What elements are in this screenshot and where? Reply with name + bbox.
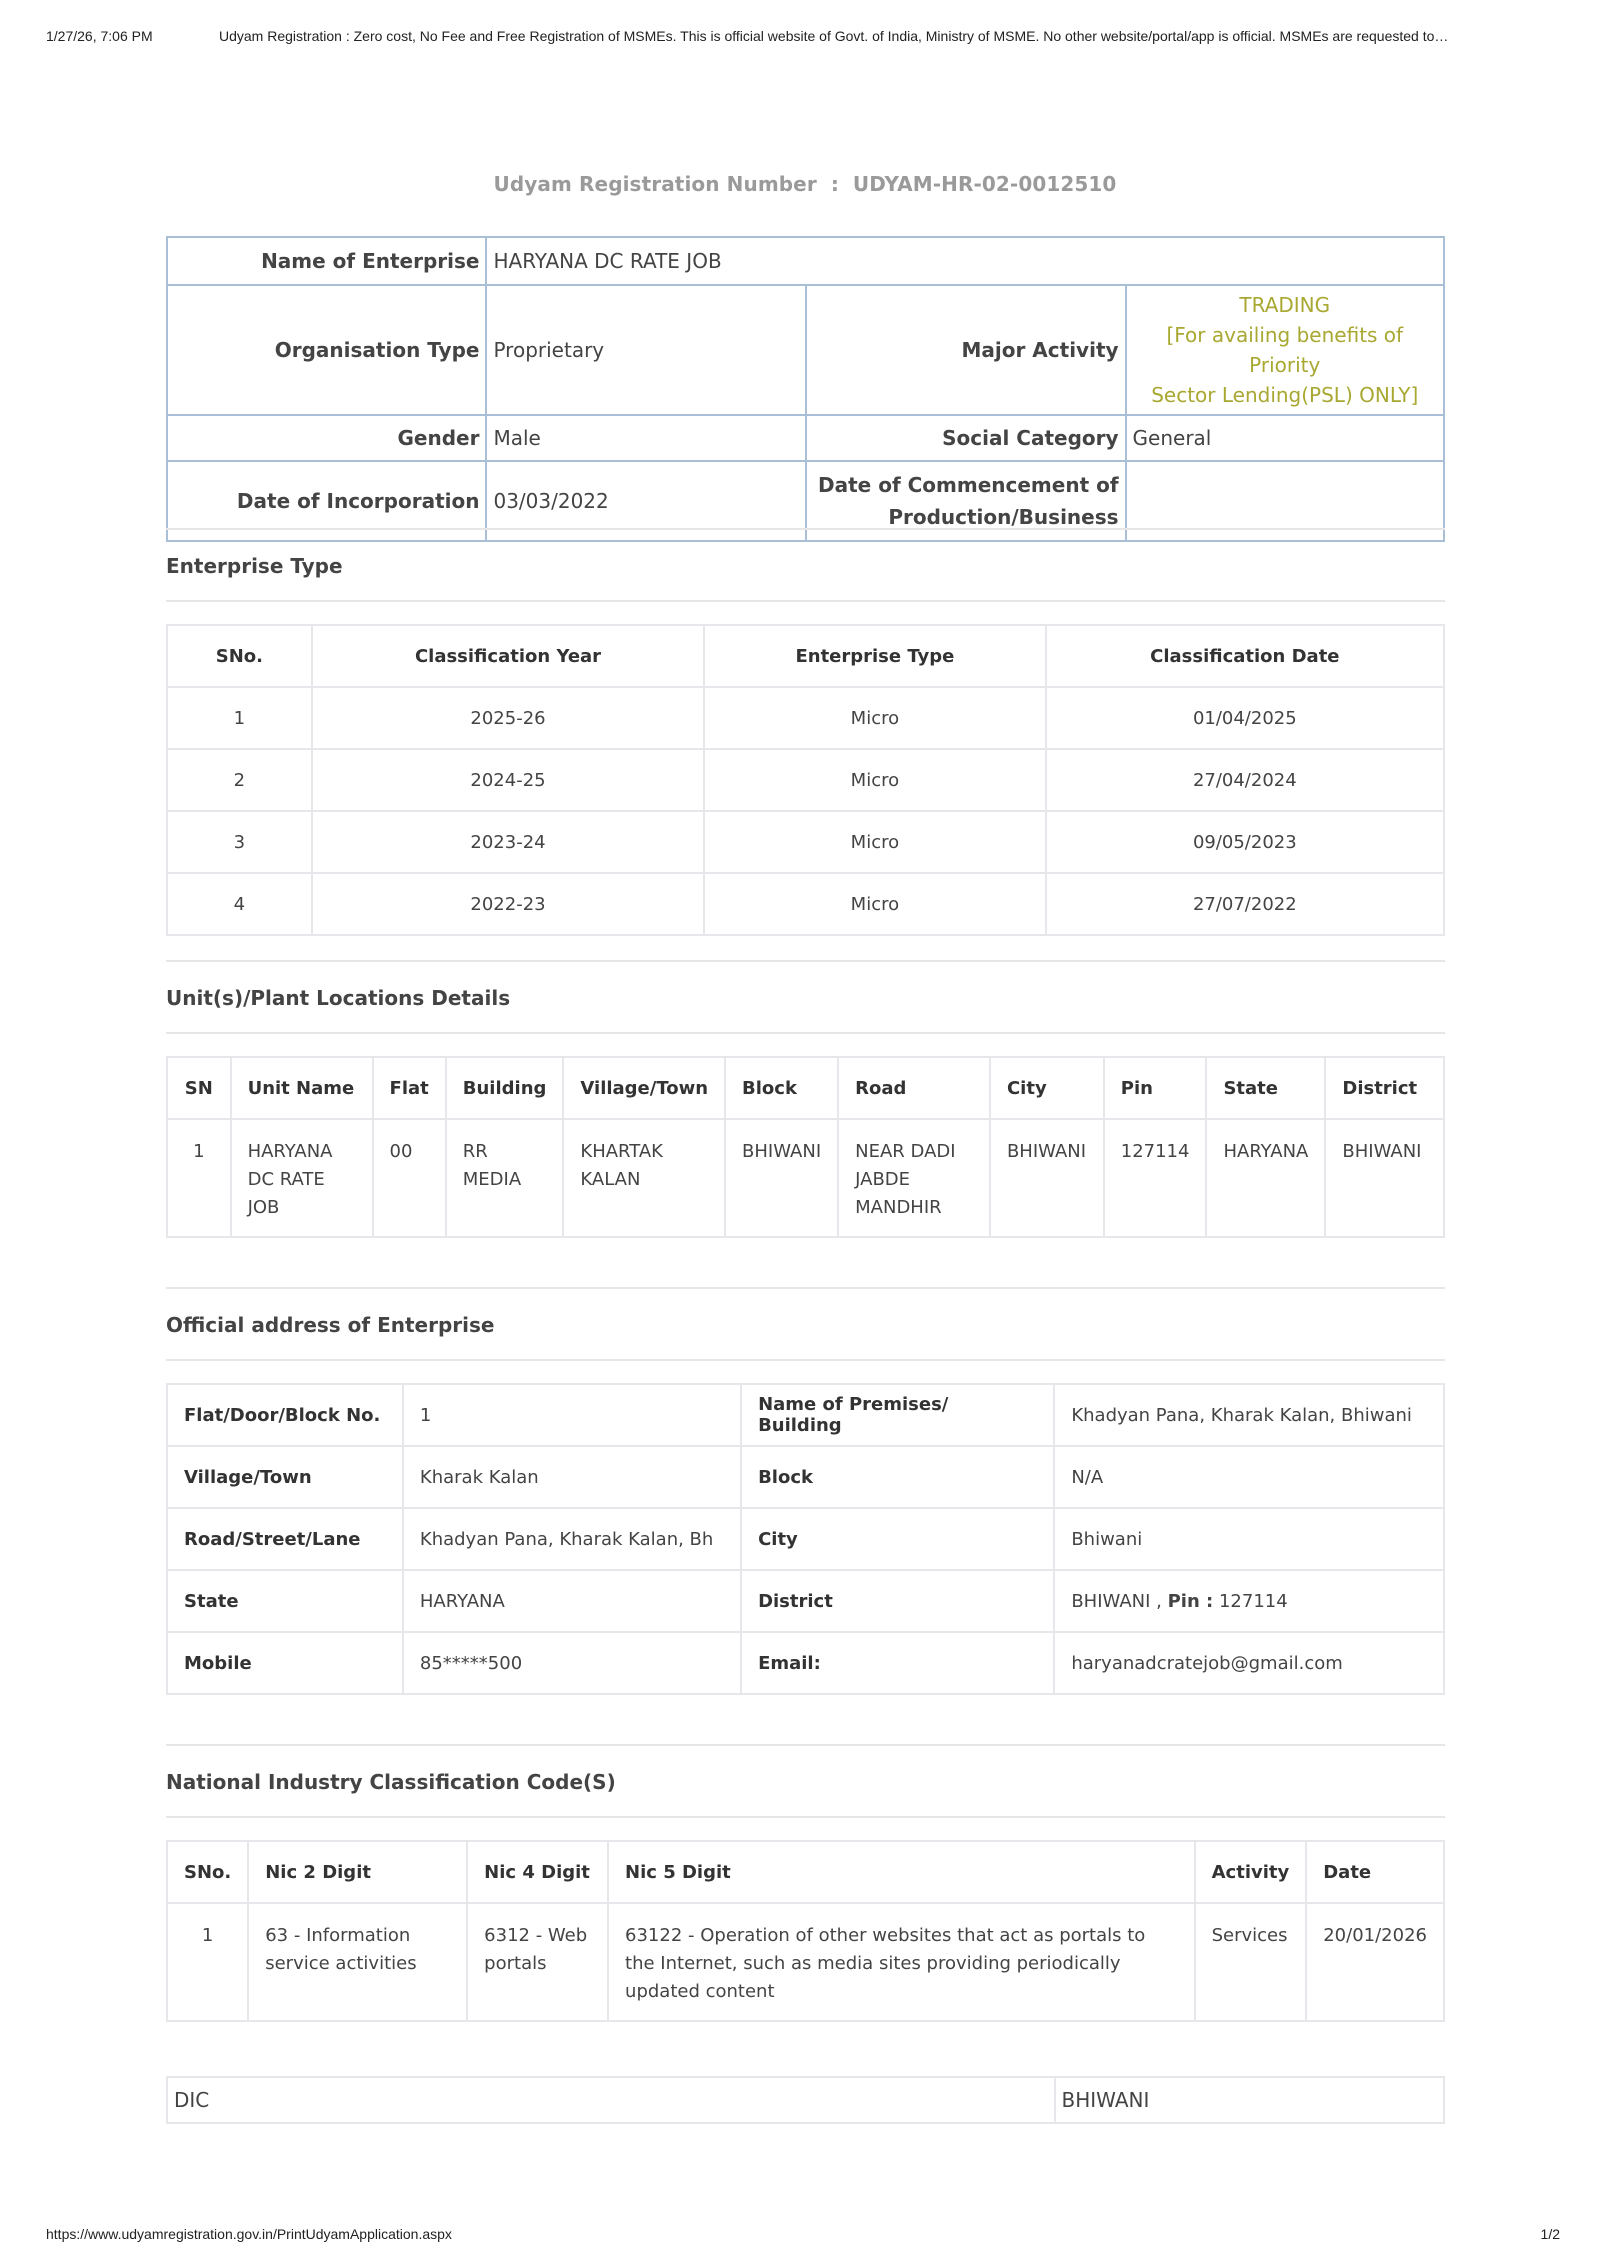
column-header: Unit Name — [231, 1057, 373, 1119]
district-value: BHIWANI , — [1071, 1590, 1168, 1612]
plant-locations-table — [166, 1056, 1445, 1238]
table-cell: Micro — [704, 873, 1045, 935]
print-header — [46, 28, 1560, 44]
table-cell: 63122 - Operation of other websites that act as portals to the Internet, such as media sites providing periodically updated content — [608, 1903, 1195, 2021]
address-value: Bhiwani — [1054, 1508, 1444, 1570]
address-value: Kharak Kalan — [403, 1446, 741, 1508]
nic-title: National Industry Classification Code(S) — [166, 1770, 616, 1794]
table-cell: 3 — [167, 811, 312, 873]
summary-row-org — [167, 285, 1444, 415]
address-key: Name of Premises/ Building — [741, 1384, 1054, 1446]
pin-label: Pin : — [1167, 1590, 1214, 1612]
table-cell: 6312 - Web portals — [467, 1903, 608, 2021]
table-cell: Micro — [704, 811, 1045, 873]
table-cell: 2022-23 — [312, 873, 704, 935]
dic-label: DIC — [167, 2077, 1055, 2123]
divider — [166, 1032, 1445, 1034]
column-header: SN — [167, 1057, 231, 1119]
column-header: Building — [446, 1057, 564, 1119]
column-header: SNo. — [167, 625, 312, 687]
column-header: SNo. — [167, 1841, 248, 1903]
column-header: Village/Town — [563, 1057, 725, 1119]
table-cell: BHIWANI — [1325, 1119, 1444, 1237]
table-row — [167, 873, 1444, 935]
enterprise-type-title: Enterprise Type — [166, 554, 343, 578]
column-header: Pin — [1104, 1057, 1207, 1119]
name-of-enterprise-label: Name of Enterprise — [167, 237, 486, 285]
table-cell: 27/07/2022 — [1046, 873, 1444, 935]
table-cell: 1 — [167, 1119, 231, 1237]
major-activity-value — [1126, 285, 1444, 415]
table-row — [167, 1903, 1444, 2021]
registration-number-heading — [166, 172, 1444, 196]
table-cell: 2025-26 — [312, 687, 704, 749]
column-header: Nic 5 Digit — [608, 1841, 1195, 1903]
address-value: 1 — [403, 1384, 741, 1446]
major-activity-label: Major Activity — [806, 285, 1126, 415]
plant-locations-title: Unit(s)/Plant Locations Details — [166, 986, 511, 1010]
table-cell: RR MEDIA — [446, 1119, 564, 1237]
table-cell: 2023-24 — [312, 811, 704, 873]
address-value: Khadyan Pana, Kharak Kalan, Bh — [403, 1508, 741, 1570]
table-cell: HARYANA — [1206, 1119, 1325, 1237]
social-category-value: General — [1126, 415, 1444, 461]
print-page-title: Udyam Registration : Zero cost, No Fee and Free Registration of MSMEs. This is official website of Govt. of India, Ministry of MSME. No other website/portal/app is official. MSMEs are requested to… — [219, 28, 1449, 44]
column-header: Nic 2 Digit — [248, 1841, 467, 1903]
gender-label: Gender — [167, 415, 486, 461]
summary-row-gender — [167, 415, 1444, 461]
column-header: State — [1206, 1057, 1325, 1119]
table-cell: BHIWANI — [990, 1119, 1104, 1237]
column-header: District — [1325, 1057, 1444, 1119]
address-value: Khadyan Pana, Kharak Kalan, Bhiwani — [1054, 1384, 1444, 1446]
column-header: Road — [838, 1057, 990, 1119]
column-header: Block — [725, 1057, 838, 1119]
table-cell: 09/05/2023 — [1046, 811, 1444, 873]
official-address-title: Official address of Enterprise — [166, 1313, 495, 1337]
page-number: 1/2 — [1540, 2226, 1560, 2242]
dic-table — [166, 2076, 1445, 2124]
table-cell: 27/04/2024 — [1046, 749, 1444, 811]
table-header-row — [167, 1057, 1444, 1119]
table-cell: 1 — [167, 687, 312, 749]
dic-value: BHIWANI — [1055, 2077, 1445, 2123]
address-key: Road/Street/Lane — [167, 1508, 403, 1570]
enterprise-type-table — [166, 624, 1445, 936]
divider — [166, 1816, 1445, 1818]
table-row — [167, 687, 1444, 749]
table-cell: 127114 — [1104, 1119, 1207, 1237]
organisation-type-label: Organisation Type — [167, 285, 486, 415]
table-cell: Micro — [704, 687, 1045, 749]
table-cell: Services — [1195, 1903, 1307, 2021]
commencement-label-line2: Production/Business — [888, 505, 1119, 529]
commencement-label-line1: Date of Commencement of — [818, 473, 1119, 497]
table-cell: 1 — [167, 1903, 248, 2021]
table-row — [167, 749, 1444, 811]
registration-separator: : — [830, 172, 839, 196]
official-address-section — [166, 1287, 1445, 1695]
table-cell: KHARTAK KALAN — [563, 1119, 725, 1237]
table-cell: 2024-25 — [312, 749, 704, 811]
address-key: Block — [741, 1446, 1054, 1508]
enterprise-summary-table — [166, 236, 1445, 542]
table-row — [167, 811, 1444, 873]
table-row — [167, 1570, 1444, 1632]
address-key: District — [741, 1570, 1054, 1632]
column-header: Date — [1306, 1841, 1444, 1903]
table-cell: 00 — [373, 1119, 446, 1237]
divider — [166, 1359, 1445, 1361]
table-row — [167, 1446, 1444, 1508]
enterprise-type-section — [166, 528, 1445, 936]
page-url: https://www.udyamregistration.gov.in/PrintUdyamApplication.aspx — [46, 2226, 452, 2242]
table-header-row — [167, 625, 1444, 687]
address-key: Email: — [741, 1632, 1054, 1694]
address-key: State — [167, 1570, 403, 1632]
pin-value: 127114 — [1213, 1590, 1288, 1612]
gender-value: Male — [486, 415, 805, 461]
column-header: Enterprise Type — [704, 625, 1045, 687]
date-of-incorporation-value: 03/03/2022 — [486, 461, 805, 541]
official-address-table — [166, 1383, 1445, 1695]
column-header: City — [990, 1057, 1104, 1119]
table-cell: 20/01/2026 — [1306, 1903, 1444, 2021]
registration-number-label: Udyam Registration Number — [493, 172, 817, 196]
address-value: N/A — [1054, 1446, 1444, 1508]
address-key: Mobile — [167, 1632, 403, 1694]
major-activity-note-line2: Sector Lending(PSL) ONLY] — [1151, 383, 1419, 407]
date-of-incorporation-label: Date of Incorporation — [167, 461, 486, 541]
table-cell: 2 — [167, 749, 312, 811]
print-footer — [46, 2226, 1560, 2242]
print-timestamp: 1/27/26, 7:06 PM — [46, 28, 153, 44]
table-cell: 63 - Information service activities — [248, 1903, 467, 2021]
column-header: Nic 4 Digit — [467, 1841, 608, 1903]
major-activity-note-line1: [For availing benefits of Priority — [1166, 323, 1404, 377]
column-header: Classification Year — [312, 625, 704, 687]
address-key: City — [741, 1508, 1054, 1570]
nic-section — [166, 1744, 1445, 2022]
column-header: Classification Date — [1046, 625, 1444, 687]
address-key: Flat/Door/Block No. — [167, 1384, 403, 1446]
table-cell: HARYANA DC RATE JOB — [231, 1119, 373, 1237]
major-activity-type: TRADING — [1239, 293, 1331, 317]
summary-row-name — [167, 237, 1444, 285]
plant-locations-section — [166, 960, 1445, 1238]
column-header: Activity — [1195, 1841, 1307, 1903]
divider — [166, 600, 1445, 602]
address-value: HARYANA — [403, 1570, 741, 1632]
column-header: Flat — [373, 1057, 446, 1119]
table-row — [167, 2077, 1444, 2123]
table-cell: Micro — [704, 749, 1045, 811]
nic-table — [166, 1840, 1445, 2022]
table-cell: 01/04/2025 — [1046, 687, 1444, 749]
address-value: 85*****500 — [403, 1632, 741, 1694]
address-value-district-pin — [1054, 1570, 1444, 1632]
table-cell: NEAR DADI JABDE MANDHIR — [838, 1119, 990, 1237]
name-of-enterprise-value: HARYANA DC RATE JOB — [486, 237, 1444, 285]
table-header-row — [167, 1841, 1444, 1903]
table-row — [167, 1632, 1444, 1694]
dic-section — [166, 2076, 1445, 2124]
organisation-type-value: Proprietary — [486, 285, 805, 415]
table-cell: BHIWANI — [725, 1119, 838, 1237]
social-category-label: Social Category — [806, 415, 1126, 461]
registration-number-value: UDYAM-HR-02-0012510 — [852, 172, 1117, 196]
table-cell: 4 — [167, 873, 312, 935]
address-value: haryanadcratejob@gmail.com — [1054, 1632, 1444, 1694]
table-row — [167, 1119, 1444, 1237]
table-row — [167, 1384, 1444, 1446]
table-row — [167, 1508, 1444, 1570]
address-key: Village/Town — [167, 1446, 403, 1508]
